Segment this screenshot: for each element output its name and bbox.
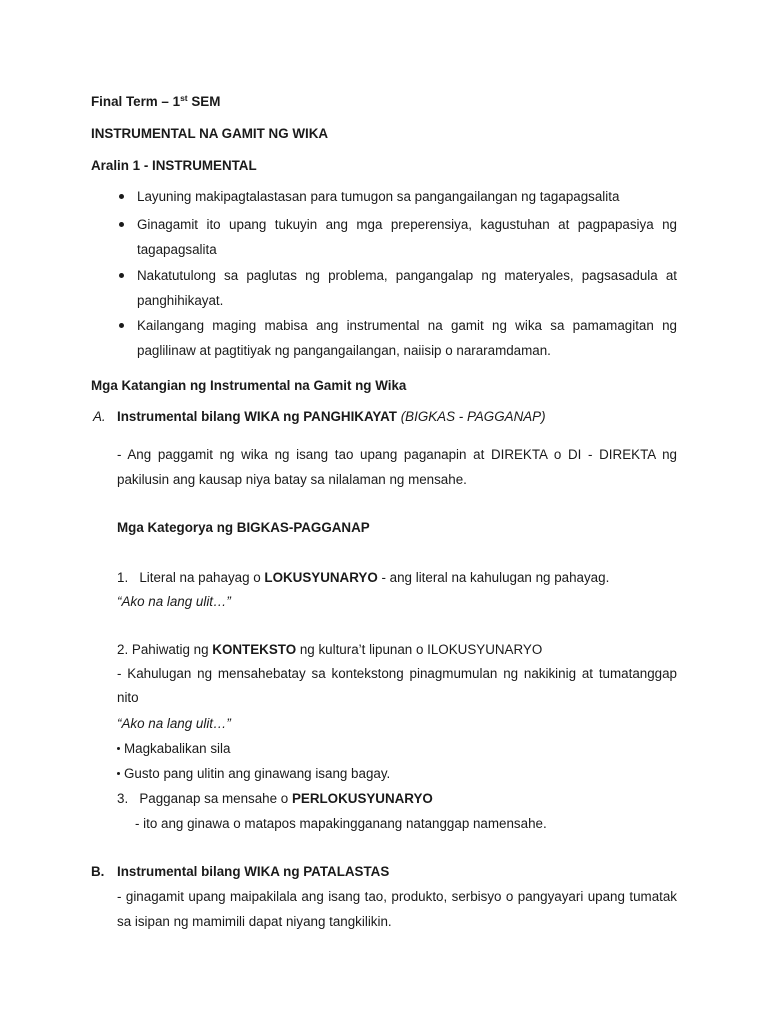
sub-bullet-1: Magkabalikan sila <box>117 741 230 756</box>
category-item-2-description: - Kahulugan ng mensahebatay sa kontekstong pinagmumulan ng nakikinig at tumatanggap nito <box>117 666 677 705</box>
bullet-dot <box>119 273 124 278</box>
section-a-heading: Instrumental bilang WIKA ng PANGHIKAYAT (BIGKAS - PAGGANAP) <box>117 409 546 424</box>
category-item-2: 2. Pahiwatig ng KONTEKSTO ng kultura’t lipunan o ILOKUSYUNARYO <box>117 642 543 657</box>
category-item-1: 1. Literal na pahayag o LOKUSYUNARYO - ang literal na kahulugan ng pahayag. <box>117 570 610 585</box>
categories-heading: Mga Kategorya ng BIGKAS-PAGGANAP <box>117 520 370 535</box>
sub-bullet-2: Gusto pang ulitin ang ginawang isang bagay. <box>117 766 390 781</box>
document-title: INSTRUMENTAL NA GAMIT NG WIKA <box>91 126 329 141</box>
sub-bullet-dot <box>117 747 120 750</box>
section-heading: Mga Katangian ng Instrumental na Gamit ng Wika <box>91 378 407 393</box>
bullet-item-2: Ginagamit ito upang tukuyin ang mga preperensiya, kagustuhan at pagpapasiya ng tagapagsalita <box>137 217 677 257</box>
bullet-item-4: Kailangang maging mabisa ang instrumental na gamit ng wika sa pamamagitan ng paglilinaw at pagtitiyak ng pangangailangan, naiisip o nararamdaman. <box>137 318 677 358</box>
category-item-3-description: - ito ang ginawa o matapos mapakingganang natanggap namensahe. <box>135 816 547 831</box>
term-label: Final Term – 1st SEM <box>91 93 221 109</box>
section-a-description: - Ang paggamit ng wika ng isang tao upang paganapin at DIREKTA o DI - DIREKTA ng pakilusin ang kausap niya batay sa nilalaman ng mensahe. <box>117 447 677 487</box>
category-item-1-example: “Ako na lang ulit…” <box>117 594 231 609</box>
bullet-dot <box>119 323 124 328</box>
bullet-item-3: Nakatutulong sa paglutas ng problema, pangangalap ng materyales, pagsasadula at panghihikayat. <box>137 268 677 308</box>
lesson-title: Aralin 1 - INSTRUMENTAL <box>91 158 257 173</box>
section-a-marker: A. <box>93 409 106 424</box>
category-item-2-example: “Ako na lang ulit…” <box>117 716 231 731</box>
section-b-heading: Instrumental bilang WIKA ng PATALASTAS <box>117 864 390 879</box>
bullet-dot <box>119 194 124 199</box>
category-item-3: 3. Pagganap sa mensahe o PERLOKUSYUNARYO <box>117 791 433 806</box>
bullet-item-1: Layuning makipagtalastasan para tumugon sa pangangailangan ng tagapagsalita <box>137 189 620 204</box>
section-b-description: - ginagamit upang maipakilala ang isang tao, produkto, serbisyo o pangyayari upang tumatak sa isipan ng mamimili dapat niyang tangkilikin. <box>117 889 677 929</box>
bullet-dot <box>119 222 124 227</box>
sub-bullet-dot <box>117 772 120 775</box>
section-b-marker: B. <box>91 864 105 879</box>
